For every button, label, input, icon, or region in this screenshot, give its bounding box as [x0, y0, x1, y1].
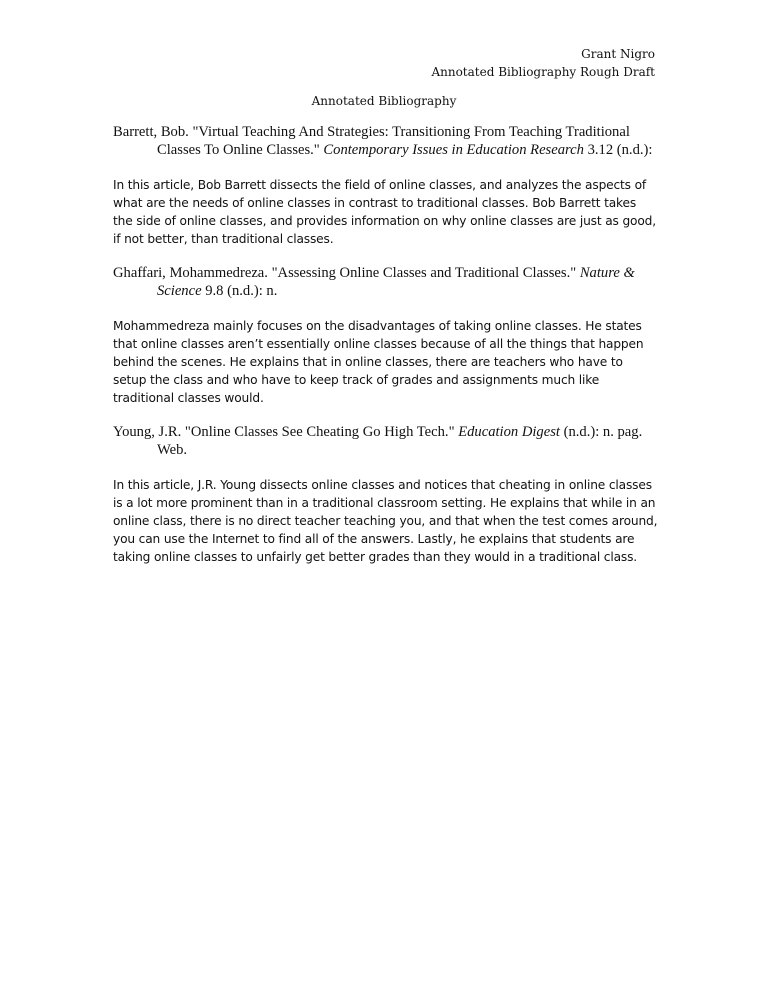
author-name: Grant Nigro: [581, 47, 655, 61]
annotation-paragraph: In this article, J.R. Young dissects online classes and notices that cheating in online classes is a lot more prominent than in a traditional classroom setting. He explains that while in an online class, there is no direct teacher teaching you, and that when the test comes around, you can use the Internet to find all of the answers. Lastly, he explains that students are taking online classes to unfairly get better grades than they would in a traditional class.: [113, 478, 658, 564]
annotation-paragraph: Mohammedreza mainly focuses on the disadvantages of taking online classes. He states that online classes aren’t essentially online classes because of all the things that happen behind the scenes. He explains that in online classes, there are teachers who have to setup the class and who have to keep track of grades and assignments much like traditional classes would.: [113, 319, 644, 405]
spacer: [113, 248, 658, 265]
citation-details: (n.d.): n. pag. Web.: [157, 424, 643, 458]
citation-entry: [113, 265, 658, 300]
annotation-paragraph: In this article, Bob Barrett dissects the field of online classes, and analyzes the aspects of what are the needs of online classes in contrast to traditional classes. Bob Barrett takes the side of online classes, and provides information on why online classes are just as good, if not better, than traditional classes.: [113, 178, 656, 246]
spacer: [113, 159, 658, 176]
assignment-title: Annotated Bibliography Rough Draft: [431, 65, 655, 79]
citation-journal: Education Digest: [458, 424, 560, 440]
page-header: [431, 45, 655, 81]
bibliography-content: [113, 124, 658, 566]
spacer: [113, 300, 658, 317]
document-title: Annotated Bibliography: [311, 94, 457, 108]
citation-journal: Nature & Science: [157, 265, 635, 299]
spacer: [113, 459, 658, 476]
citation-entry: [113, 124, 658, 159]
spacer: [113, 407, 658, 424]
citation-text: Ghaffari, Mohammedreza. "Assessing Online Classes and Traditional Classes.": [113, 265, 580, 281]
citation-entry: [113, 424, 658, 459]
citation-details: 9.8 (n.d.): n.: [201, 282, 278, 299]
citation-text: Young, J.R. "Online Classes See Cheating Go High Tech.": [113, 424, 459, 440]
citation-text: Barrett, Bob. "Virtual Teaching And Strategies: Transitioning From Teaching Traditional Classes To Online Classes.": [113, 124, 630, 158]
citation-details: 3.12 (n.d.):: [583, 141, 653, 158]
citation-journal: Contemporary Issues in Education Research: [323, 141, 584, 158]
